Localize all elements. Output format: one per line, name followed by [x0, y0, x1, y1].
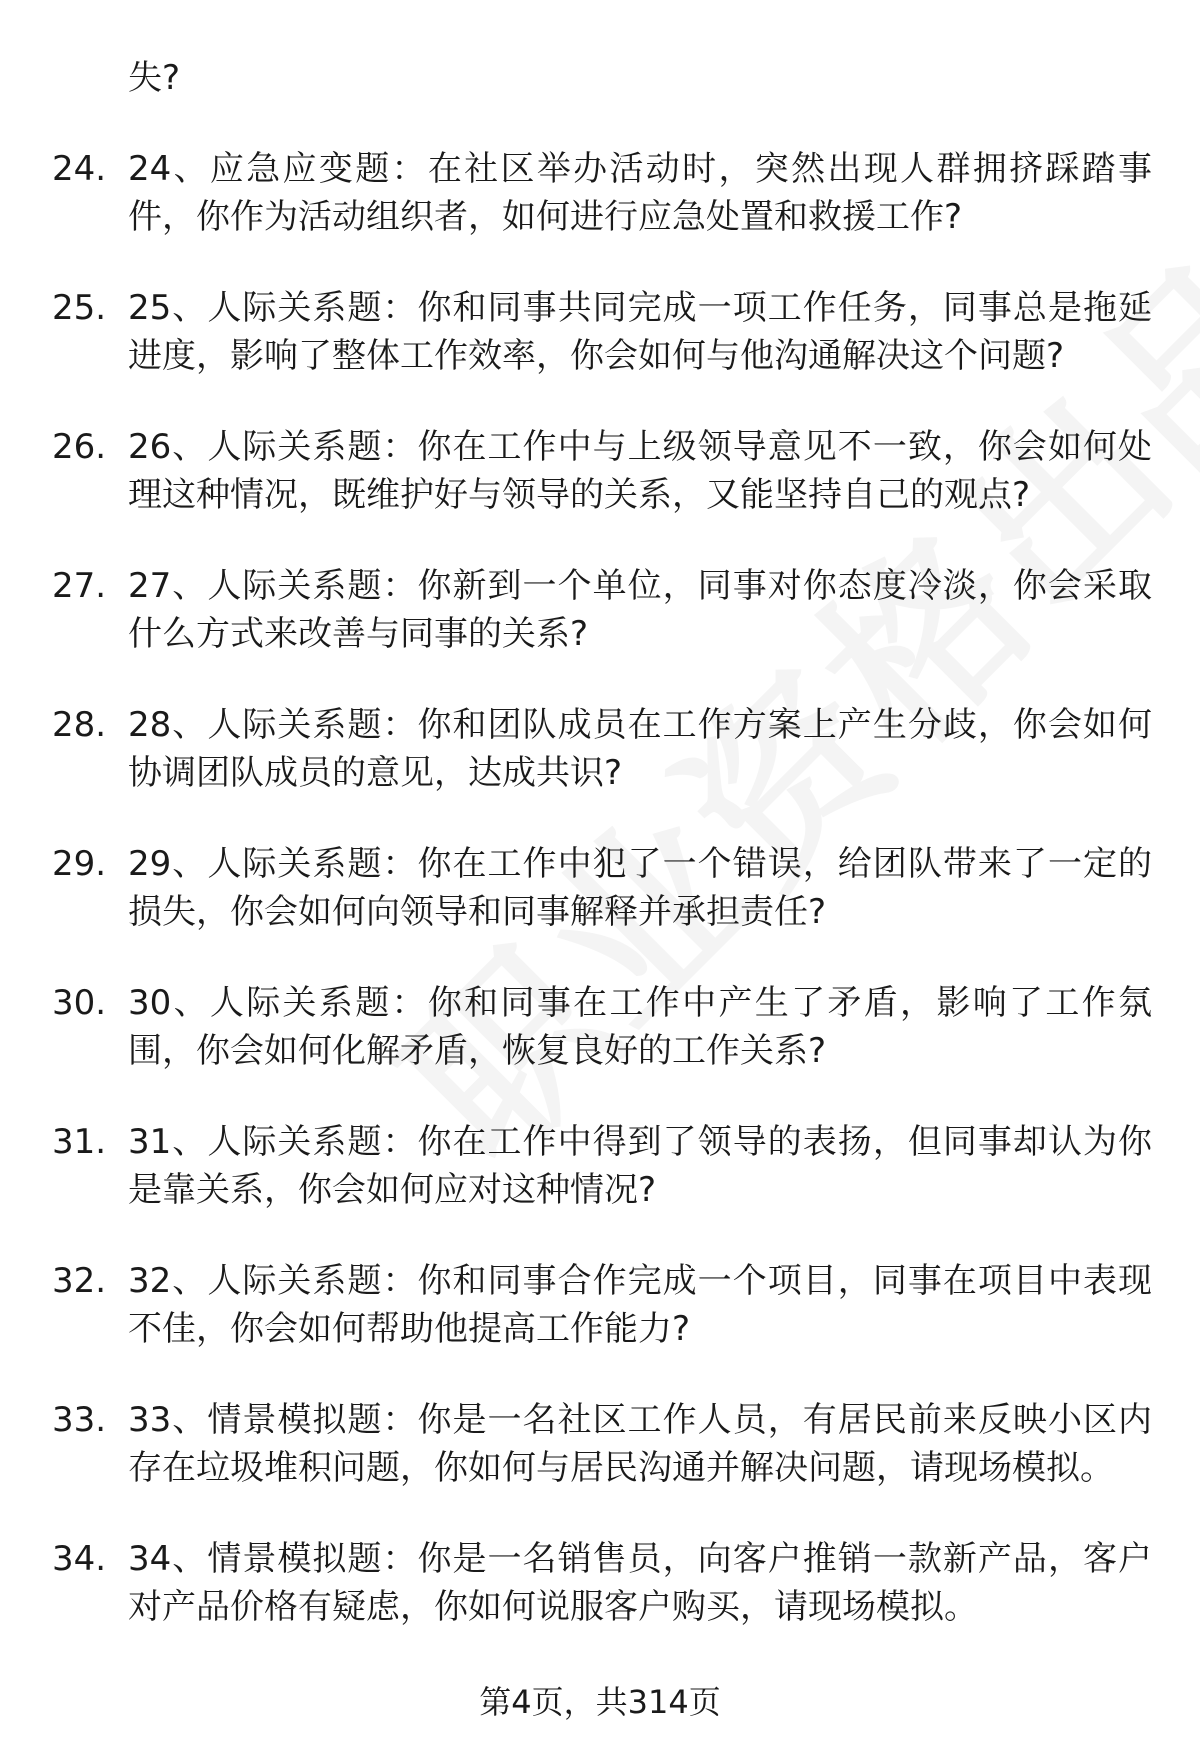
- item-text: 32、人际关系题：你和同事合作完成一个项目，同事在项目中表现不佳，你会如何帮助他提高工作能力?: [128, 1261, 1152, 1349]
- item-text: 24、应急应变题：在社区举办活动时，突然出现人群拥挤踩踏事件，你作为活动组织者，如何进行应急处置和救援工作?: [128, 149, 1152, 237]
- list-item: [52, 423, 1152, 519]
- list-item: [52, 1118, 1152, 1214]
- item-number: 33.: [52, 1400, 107, 1440]
- item-number: 29.: [52, 844, 107, 884]
- list-item: [52, 284, 1152, 380]
- item-number: 31.: [52, 1122, 107, 1162]
- item-text: 33、情景模拟题：你是一名社区工作人员，有居民前来反映小区内存在垃圾堆积问题，你如何与居民沟通并解决问题，请现场模拟。: [128, 1400, 1152, 1488]
- item-number: 26.: [52, 427, 107, 467]
- item-number: 24.: [52, 149, 107, 189]
- list-item: [52, 1535, 1152, 1631]
- page-footer: 第4页，共314页: [479, 1683, 721, 1721]
- item-text: 28、人际关系题：你和团队成员在工作方案上产生分歧，你会如何协调团队成员的意见，达成共识?: [128, 705, 1152, 793]
- item-text: 29、人际关系题：你在工作中犯了一个错误，给团队带来了一定的损失，你会如何向领导和同事解释并承担责任?: [128, 844, 1152, 932]
- item-number: 25.: [52, 288, 107, 328]
- item-number: 27.: [52, 566, 107, 606]
- item-text: 34、情景模拟题：你是一名销售员，向客户推销一款新产品，客户对产品价格有疑虑，你如何说服客户购买，请现场模拟。: [128, 1539, 1152, 1627]
- item-number: 30.: [52, 983, 107, 1023]
- item-text: 27、人际关系题：你新到一个单位，同事对你态度冷淡，你会采取什么方式来改善与同事的关系?: [128, 566, 1152, 654]
- list-item: [52, 701, 1152, 797]
- list-item: [52, 1396, 1152, 1492]
- question-list: [52, 54, 1152, 1674]
- item-number: 32.: [52, 1261, 107, 1301]
- item-text: 30、人际关系题：你和同事在工作中产生了矛盾，影响了工作氛围，你会如何化解矛盾，恢复良好的工作关系?: [128, 983, 1152, 1071]
- list-item: [52, 1257, 1152, 1353]
- list-item: [52, 145, 1152, 241]
- list-item: [52, 979, 1152, 1075]
- continuation-text: 失?: [128, 58, 181, 98]
- list-item: [52, 562, 1152, 658]
- item-text: 25、人际关系题：你和同事共同完成一项工作任务，同事总是拖延进度，影响了整体工作效率，你会如何与他沟通解决这个问题?: [128, 288, 1152, 376]
- item-text: 26、人际关系题：你在工作中与上级领导意见不一致，你会如何处理这种情况，既维护好与领导的关系，又能坚持自己的观点?: [128, 427, 1152, 515]
- item-number: 28.: [52, 705, 107, 745]
- item-number: 34.: [52, 1539, 107, 1579]
- list-item: [52, 840, 1152, 936]
- item-text: 31、人际关系题：你在工作中得到了领导的表扬，但同事却认为你是靠关系，你会如何应对这种情况?: [128, 1122, 1152, 1210]
